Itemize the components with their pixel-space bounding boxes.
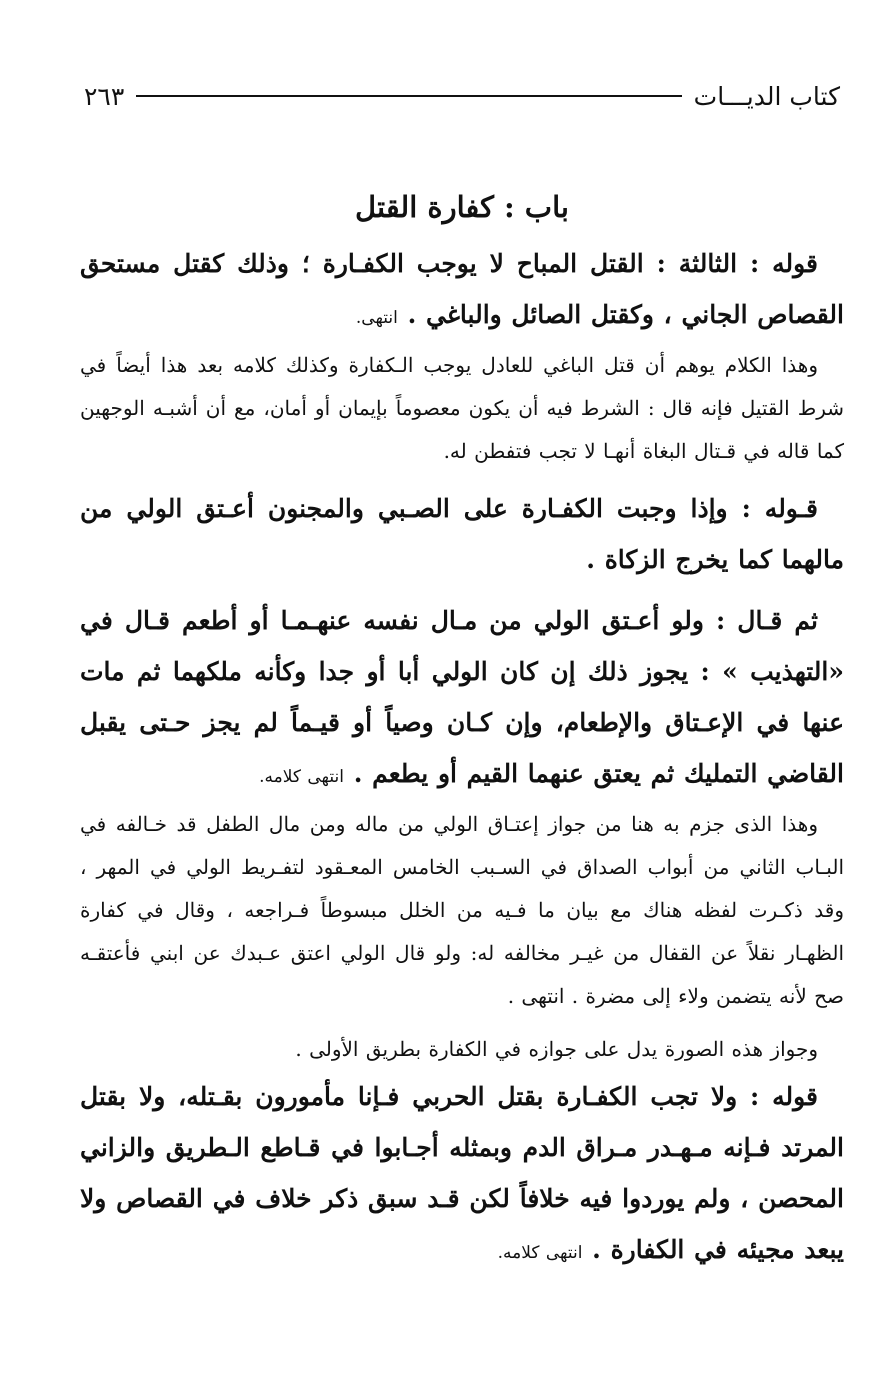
paragraph-6: وجواز هذه الصورة يدل على جوازه في الكفارة بطريق الأولى . xyxy=(295,1037,818,1061)
body-text xyxy=(80,238,844,1279)
running-header xyxy=(84,78,840,114)
paragraph-3 xyxy=(80,483,844,585)
chapter-title: باب : كفارة القتل xyxy=(355,190,569,224)
running-title: كتاب الديـــات xyxy=(693,81,840,111)
paragraph-1-main: قوله : الثالثة : القتل المباح لا يوجب الكفـارة ؛ وذلك كقتل مستحق القصاص الجاني ، وكقتل الصائل والباغي . xyxy=(80,249,844,329)
paragraph-4 xyxy=(80,595,844,803)
paragraph-4-tail: انتهى كلامه. xyxy=(259,767,344,787)
paragraph-7-tail: انتهى كلامه. xyxy=(497,1243,583,1263)
paragraph-2: وهذا الكلام يوهم أن قتل الباغي للعادل يوجب الـكفارة وكذلك كلامه بعد هذا أيضاً في شرط القتيل فإنه قال : الشرط فيه أن يكون معصوماً بإيمان أو أمان، مع أن أشبـه الوجهين كما قاله في قـتال البغاة أنهـا لا تجب فتفطن له. xyxy=(80,353,844,463)
paragraph-7-main: قوله : ولا تجب الكفـارة بقتل الحربي فـإنا مأمورون بقـتله، ولا بقتل المرتد فـإنه مـهـدر مـراق الدم وبمثله أجـابوا في قـاطع الـطريق والزاني المحصن ، ولم يوردوا فيه خلافاً لكن قـد سبق ذكر خلاف في القصاص ولا يبعد مجيئه في الكفارة . xyxy=(80,1082,844,1264)
paragraph-7 xyxy=(80,1071,844,1279)
paragraph-5: وهذا الذى جزم به هنا من جواز إعتـاق الولي من ماله ومن مال الطفل قد خـالفه في البـاب الثاني من أبواب الصداق في السـبب الخامس المعـقود لتفـريط الولي في المهر ، وقد ذكـرت لفظه هناك مع بيان ما فـيه من الخلل مبسوطاً فـراجعه ، وقال في كفارة الظهـار نقلاً عن القفال من غيـر مخالفه له: ولو قال الولي اعتق عـبدك عن ابني فأعتقـه صح لأنه يتضمن ولاء إلى مضرة . انتهى . xyxy=(80,812,844,1008)
header-rule xyxy=(136,95,681,97)
paragraph-3-main: قـوله : وإذا وجبت الكفـارة على الصـبي والمجنون أعـتق الولي من مالهما كما يخرج الزكاة . xyxy=(80,494,844,574)
paragraph-1-tail: انتهى. xyxy=(355,308,398,328)
paragraph-1 xyxy=(80,238,844,344)
paragraph-4-main: ثم قـال : ولو أعـتق الولي من مـال نفسه عنهـمـا أو أطعم قـال في «التهذيب » : يجوز ذلك إن كان الولي أبا أو جدا وكأنه ملكهما ثم مات عنها في الإعـتاق والإطعام، وإن كـان وصياً أو قيـماً لم يجز حـتى يقبل القاضي التمليك ثم يعتق عنهما القيم أو يطعم . xyxy=(80,606,844,788)
page-number: ٢٦٣ xyxy=(84,81,125,111)
